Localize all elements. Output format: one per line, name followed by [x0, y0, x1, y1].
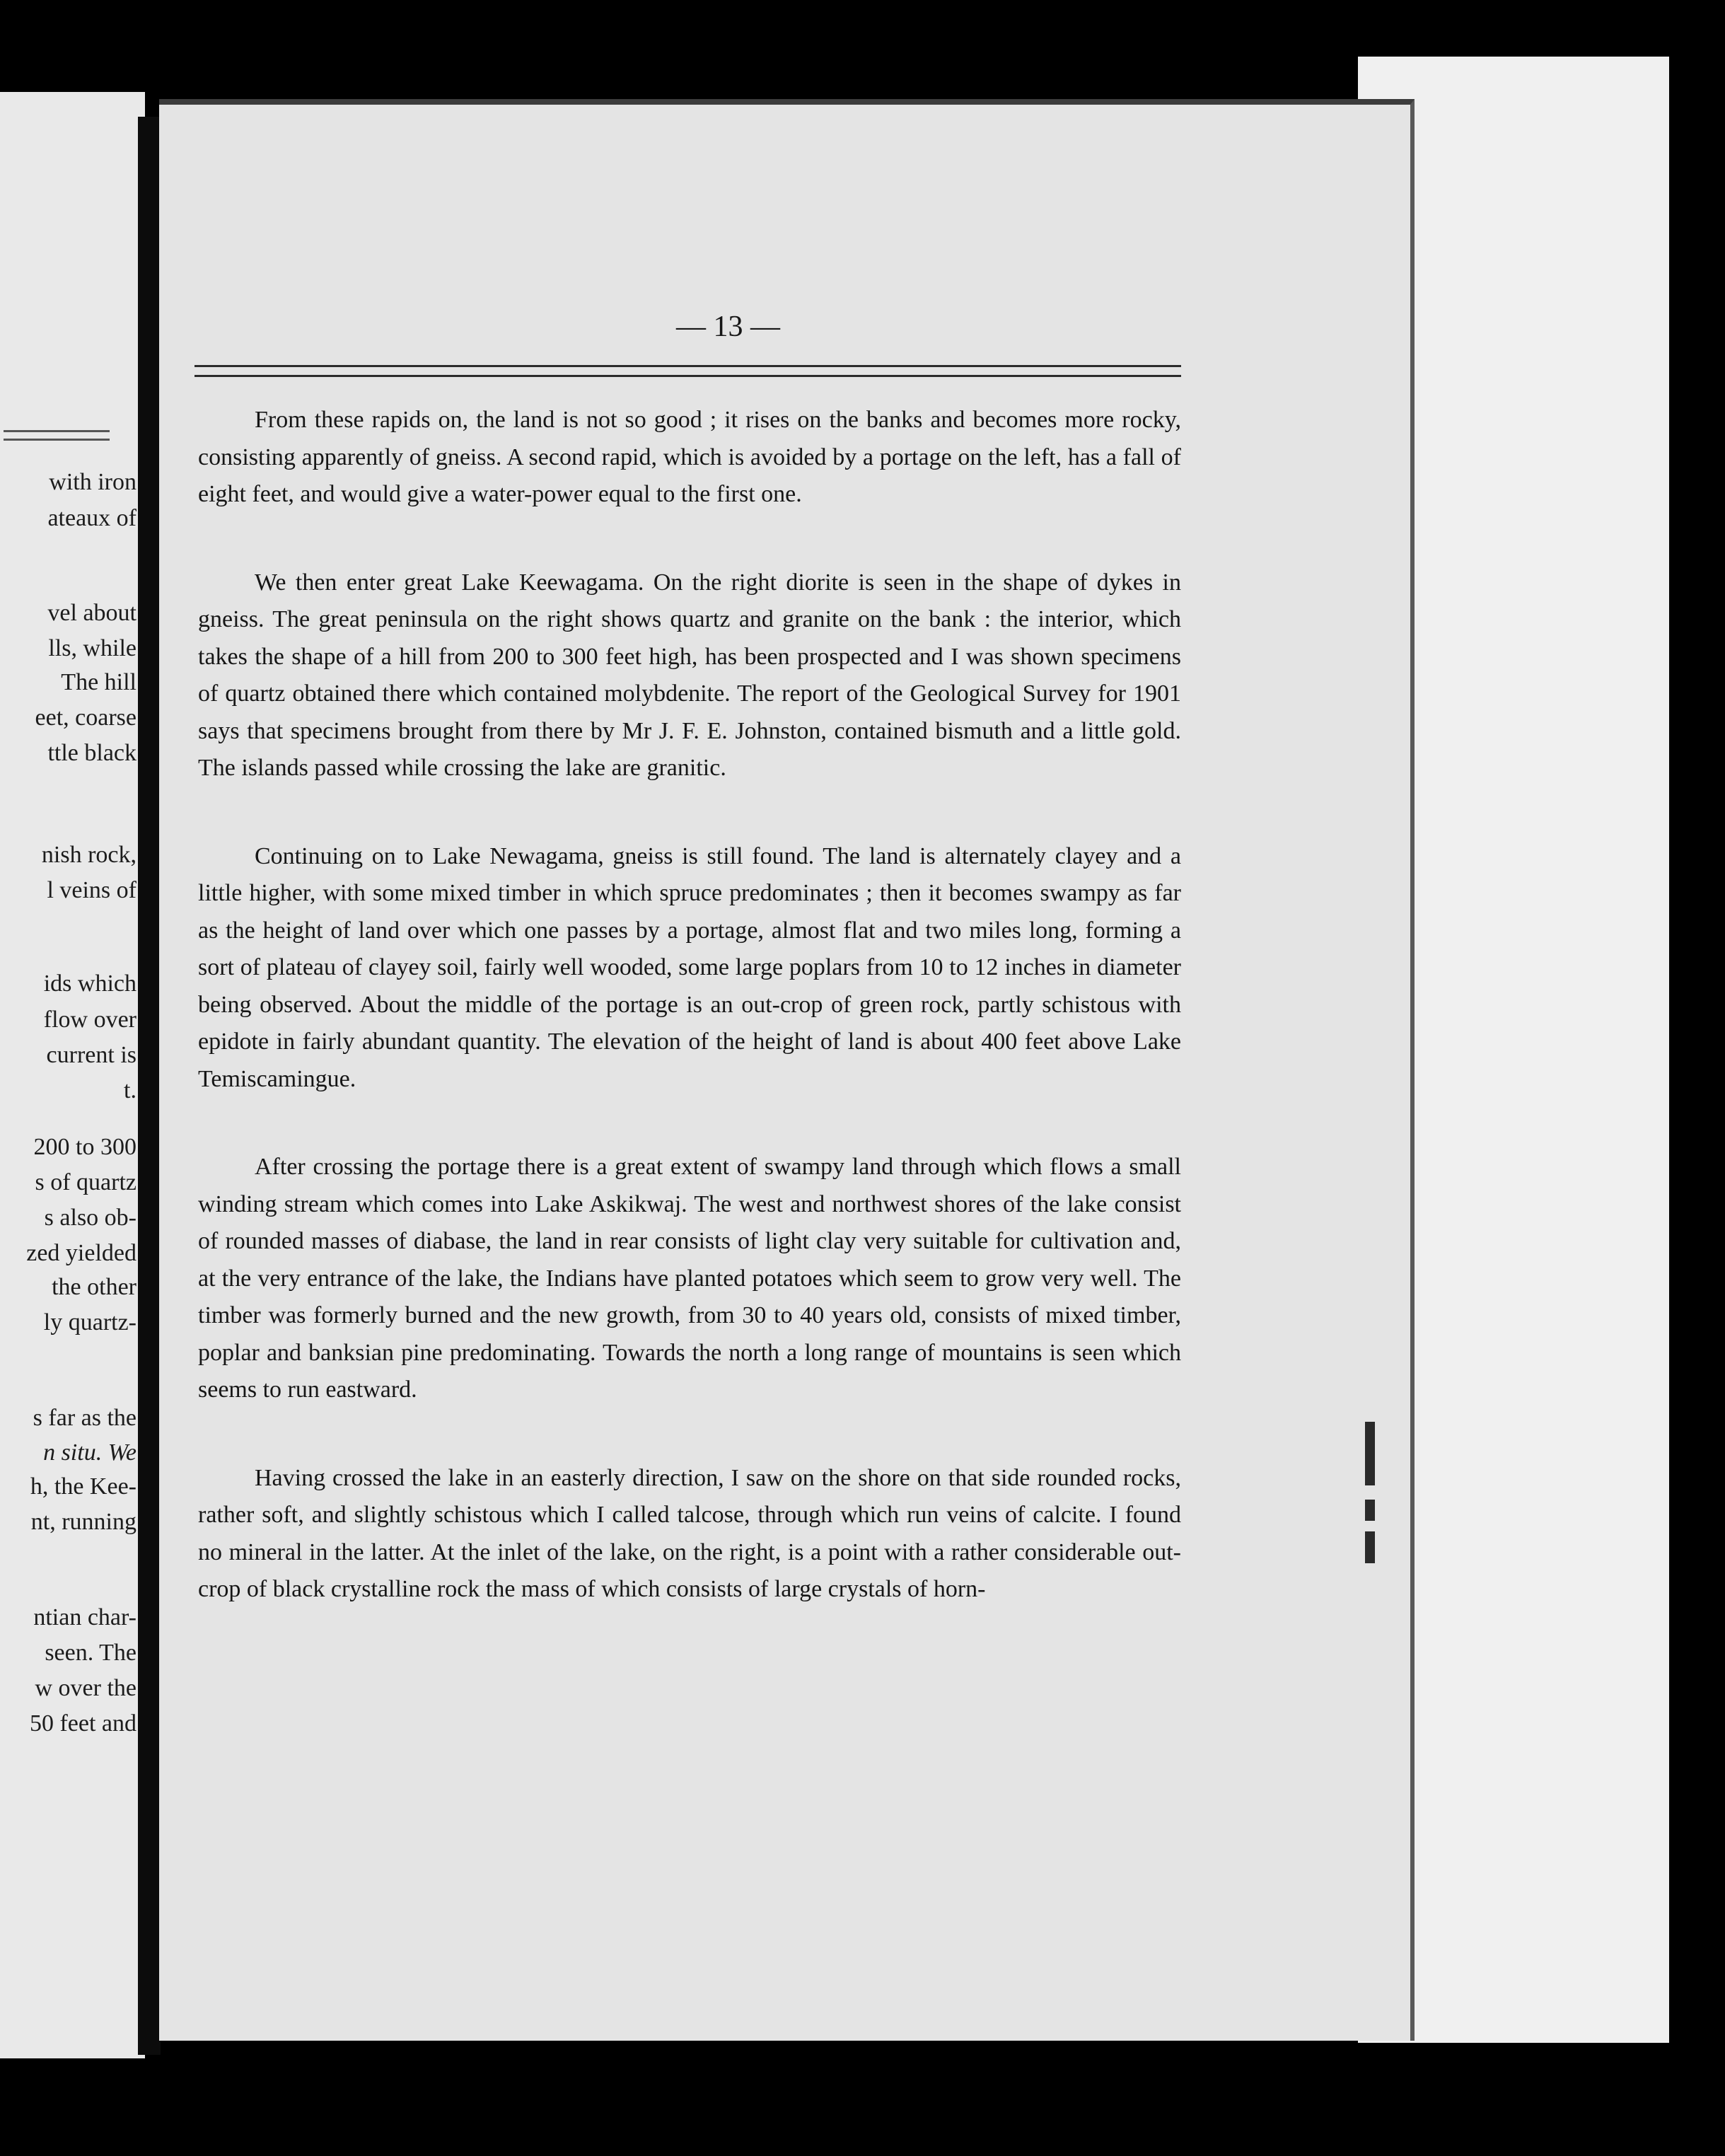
scan-smudge [1365, 1500, 1375, 1521]
facing-page-line: zed yielded [26, 1240, 137, 1266]
facing-page-line: ly quartz- [43, 1309, 137, 1335]
facing-page-line: l veins of [47, 877, 137, 903]
header-rule [194, 365, 1181, 367]
document-page [159, 99, 1415, 2041]
facing-page-rule [4, 430, 110, 432]
header-rule [194, 375, 1181, 377]
facing-page-line: h, the Kee- [30, 1473, 137, 1500]
scan-smudge [1365, 1422, 1375, 1485]
binding-gutter [138, 117, 161, 2055]
facing-page-line: ateaux of [47, 505, 137, 531]
facing-page-line: ttle black [47, 740, 137, 766]
facing-page-line: eet, coarse [35, 705, 137, 731]
facing-page-line: ntian char- [33, 1604, 137, 1630]
facing-page-line: current is [46, 1042, 137, 1068]
body-text [198, 402, 1181, 1609]
facing-page [0, 92, 145, 2058]
facing-page-line: 200 to 300 [33, 1134, 137, 1160]
facing-page-line: vel about [47, 600, 137, 626]
facing-page-line: s of quartz [35, 1169, 137, 1195]
facing-page-line: n situ. We [43, 1439, 137, 1466]
facing-page-line: w over the [35, 1675, 137, 1701]
scan-smudge [1365, 1531, 1375, 1563]
facing-page-line: s far as the [33, 1405, 137, 1431]
facing-page-line: t. [124, 1077, 137, 1103]
paragraph: From these rapids on, the land is not so good ; it rises on the banks and becomes more rocky, consisting apparently of gneiss. A second rapid, which is avoided by a portage on the left, has a fall of eight feet, and would give a water-power equal to the first one. [198, 407, 1181, 507]
facing-page-line: The hill [61, 669, 137, 695]
paragraph: Continuing on to Lake Newagama, gneiss is still found. The land is alternately clayey and a little higher, with some mixed timber in which spruce predominates ; then it becomes swampy as far as the height of land over which one passes by a portage, almost flat and two miles long, forming a sort of plateau of clayey soil, fairly well wooded, some large poplars from 10 to 12 inches in diameter being observed. About the middle of the portage is an out-crop of green rock, partly schistous with epidote in fairly abundant quantity. The elevation of the height of land is about 400 feet above Lake Temiscamingue. [198, 842, 1181, 1092]
facing-page-line: lls, while [48, 635, 137, 661]
page-number: — 13 — [676, 311, 780, 343]
facing-page-line: nish rock, [41, 842, 137, 868]
paragraph: Having crossed the lake in an easterly direction, I saw on the shore on that side rounded rocks, rather soft, and slightly schistous which I called talcose, through which run veins of calcite. I found no mineral in the latter. At the inlet of the lake, on the right, is a point with a rather considerable out-crop of black crystalline rock the mass of which consists of large crystals of horn- [198, 1464, 1181, 1602]
facing-page-rule [4, 439, 110, 441]
facing-page-line: the other [52, 1274, 137, 1300]
facing-page-line: seen. The [45, 1640, 137, 1666]
paragraph: After crossing the portage there is a great extent of swampy land through which flows a small winding stream which comes into Lake Askikwaj. The west and northwest shores of the lake consist of rounded masses of diabase, the land in rear consists of light clay very suitable for cultivation and, at the very entrance of the lake, the Indians have planted potatoes which seem to grow very well. The timber was formerly burned and the new growth, from 30 to 40 years old, consists of mixed timber, poplar and banksian pine predominating. Towards the north a long range of mountains is seen which seems to run eastward. [198, 1154, 1181, 1403]
facing-page-line: nt, running [30, 1509, 137, 1535]
facing-page-line: ids which [43, 970, 137, 997]
facing-page-line: s also ob- [44, 1205, 137, 1231]
paragraph: We then enter great Lake Keewagama. On the right diorite is seen in the shape of dykes in gneiss. The great peninsula on the right shows quartz and granite on the bank : the interior, which takes the shape of a hill from 200 to 300 feet high, has been prospected and I was shown specimens of quartz obtained there which contained molybdenite. The report of the Geological Survey for 1901 says that specimens brought from there by Mr J. F. E. Johnston, contained bismuth and a little gold. The islands passed while crossing the lake are granitic. [198, 569, 1181, 781]
facing-page-line: 50 feet and [29, 1710, 137, 1737]
facing-page-line: flow over [43, 1007, 137, 1033]
facing-page-line: with iron [49, 469, 137, 495]
